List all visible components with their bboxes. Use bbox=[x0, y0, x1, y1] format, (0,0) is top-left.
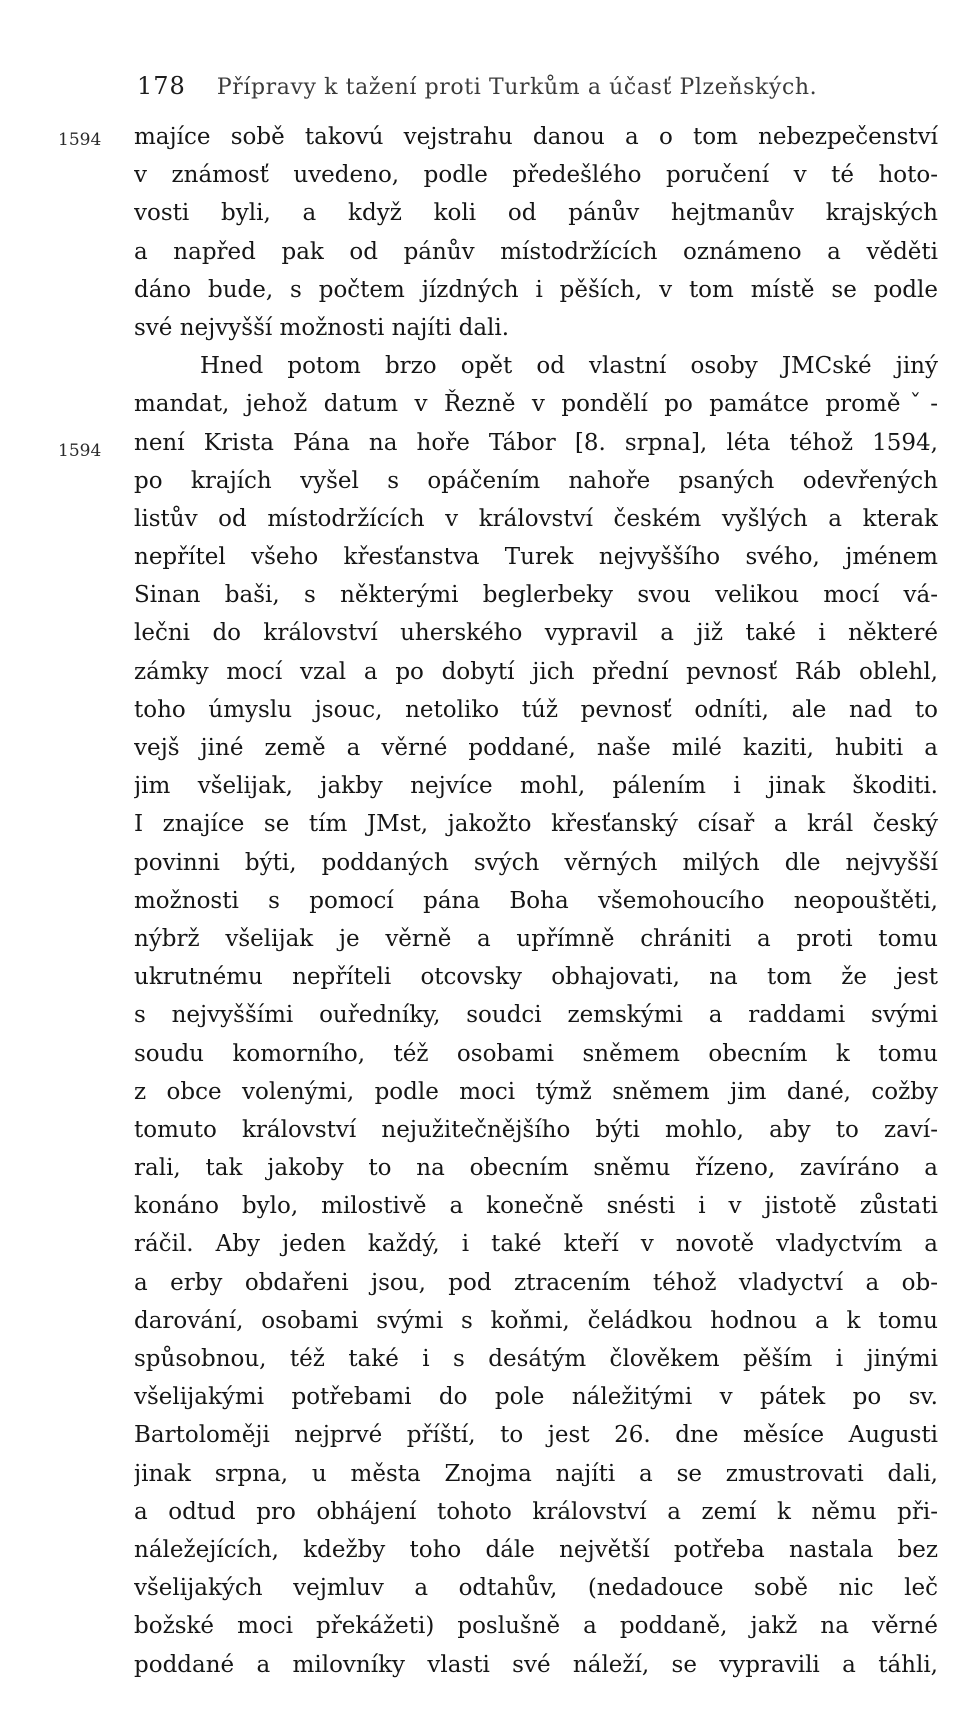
text-line: božské moci překážeti) poslušně a poddaně, jakž na věrné bbox=[134, 1613, 938, 1640]
margin-year-note: 1594 bbox=[58, 441, 102, 461]
text-line: jinak srpna, u města Znojma najíti a se zmustrovati dali, bbox=[134, 1460, 938, 1487]
text-line: tomuto království nejužitečnějšího býti mohlo, aby to zaví- bbox=[134, 1116, 938, 1143]
text-line: dáno bude, s počtem jízdných i pěších, v tom místě se podle bbox=[134, 276, 938, 303]
paragraph-start-line: Hned potom brzo opět od vlastní osoby JMCské jiný bbox=[200, 353, 938, 380]
text-line: nepřítel všeho křesťanstva Turek nejvyššího svého, jménem bbox=[134, 544, 938, 571]
text-line: možnosti s pomocí pána Boha všemohoucího neopouštěti, bbox=[134, 887, 938, 914]
text-line: a napřed pak od pánův místodržících oznámeno a věděti bbox=[134, 238, 938, 265]
text-line: vejš jiné země a věrné poddané, naše milé kaziti, hubiti a bbox=[134, 735, 938, 761]
text-line: mandat, jehož datum v Řezně v pondělí po památce proměˇ- bbox=[134, 391, 938, 418]
text-line: po krajích vyšel s opáčením nahoře psaných odevřených bbox=[134, 467, 938, 494]
text-line: nýbrž všelijak je věrně a upřímně chrániti a proti tomu bbox=[134, 925, 938, 952]
text-line: své nejvyšší možnosti najíti dali. bbox=[134, 314, 510, 341]
text-line: a odtud pro obhájení tohoto království a zemí k němu při- bbox=[134, 1498, 938, 1525]
text-line: všelijakých vejmluv a odtahův, (nedadouce sobě nic leč bbox=[134, 1575, 938, 1602]
text-line: poddané a milovníky vlasti své náleží, se vypravili a táhli, bbox=[134, 1651, 938, 1678]
text-line: I znajíce se tím JMst, jakožto křesťanský císař a král český bbox=[134, 811, 938, 838]
text-line: rali, tak jakoby to na obecním sněmu řízeno, zavíráno a bbox=[134, 1155, 938, 1182]
text-line: lečni do království uherského vypravil a již také i některé bbox=[134, 620, 938, 647]
running-title: Přípravy k tažení proti Turkům a účasť Plzeňských. bbox=[216, 75, 818, 100]
text-line: Sinan baši, s některými beglerbeky svou velikou mocí vá- bbox=[134, 582, 938, 609]
text-line: ráčil. Aby jeden každý, i také kteří v novotě vladyctvím a bbox=[134, 1231, 938, 1258]
body-text bbox=[134, 118, 938, 1684]
text-line: toho úmyslu jsouc, netoliko túž pevnosť odníti, ale nad to bbox=[134, 696, 938, 723]
text-line: listův od místodržících v království českém vyšlých a kterak bbox=[134, 505, 938, 532]
text-line: všelijakými potřebami do pole náležitými v pátek po sv. bbox=[134, 1384, 938, 1411]
text-line: Bartoloměji nejprvé příští, to jest 26. dne měsíce Augusti bbox=[134, 1422, 938, 1449]
text-line: jim všelijak, jakby nejvíce mohl, pálením i jinak škoditi. bbox=[134, 773, 938, 800]
text-line: z obce volenými, podle moci týmž sněmem jim dané, cožby bbox=[134, 1078, 938, 1105]
text-line: není Krista Pána na hoře Tábor [8. srpna], léta téhož 1594, bbox=[134, 429, 938, 456]
text-line: soudu komorního, též osobami sněmem obecním k tomu bbox=[134, 1040, 938, 1067]
text-line: majíce sobě takovú vejstrahu danou a o tom nebezpečenství bbox=[134, 124, 938, 150]
text-line: v známosť uvedeno, podle předešlého poručení v té hoto- bbox=[134, 162, 938, 189]
text-line: povinni býti, poddaných svých věrných milých dle nejvyšší bbox=[134, 849, 938, 876]
margin-year-note: 1594 bbox=[58, 130, 102, 150]
text-line: a erby obdařeni jsou, pod ztracením téhož vladyctví a ob- bbox=[134, 1269, 938, 1296]
page-number: 178 bbox=[137, 72, 186, 100]
text-line: darování, osobami svými s koňmi, čeládkou hodnou a k tomu bbox=[134, 1307, 938, 1334]
running-head bbox=[137, 66, 837, 106]
text-line: ukrutnému nepříteli otcovsky obhajovati, na tom že jest bbox=[134, 964, 938, 991]
text-line: zámky mocí vzal a po dobytí jich přední pevnosť Ráb oblehl, bbox=[134, 658, 938, 685]
text-line: s nejvyššími ouředníky, soudci zemskými a raddami svými bbox=[134, 1002, 938, 1029]
text-line: spůsobnou, též také i s desátým člověkem pěším i jinými bbox=[134, 1346, 938, 1372]
text-line: konáno bylo, milostivě a konečně snésti i v jistotě zůstati bbox=[134, 1193, 938, 1220]
text-line: náležejících, kdežby toho dále největší potřeba nastala bez bbox=[134, 1536, 938, 1563]
text-line: vosti byli, a když koli od pánův hejtmanův krajských bbox=[134, 200, 938, 227]
